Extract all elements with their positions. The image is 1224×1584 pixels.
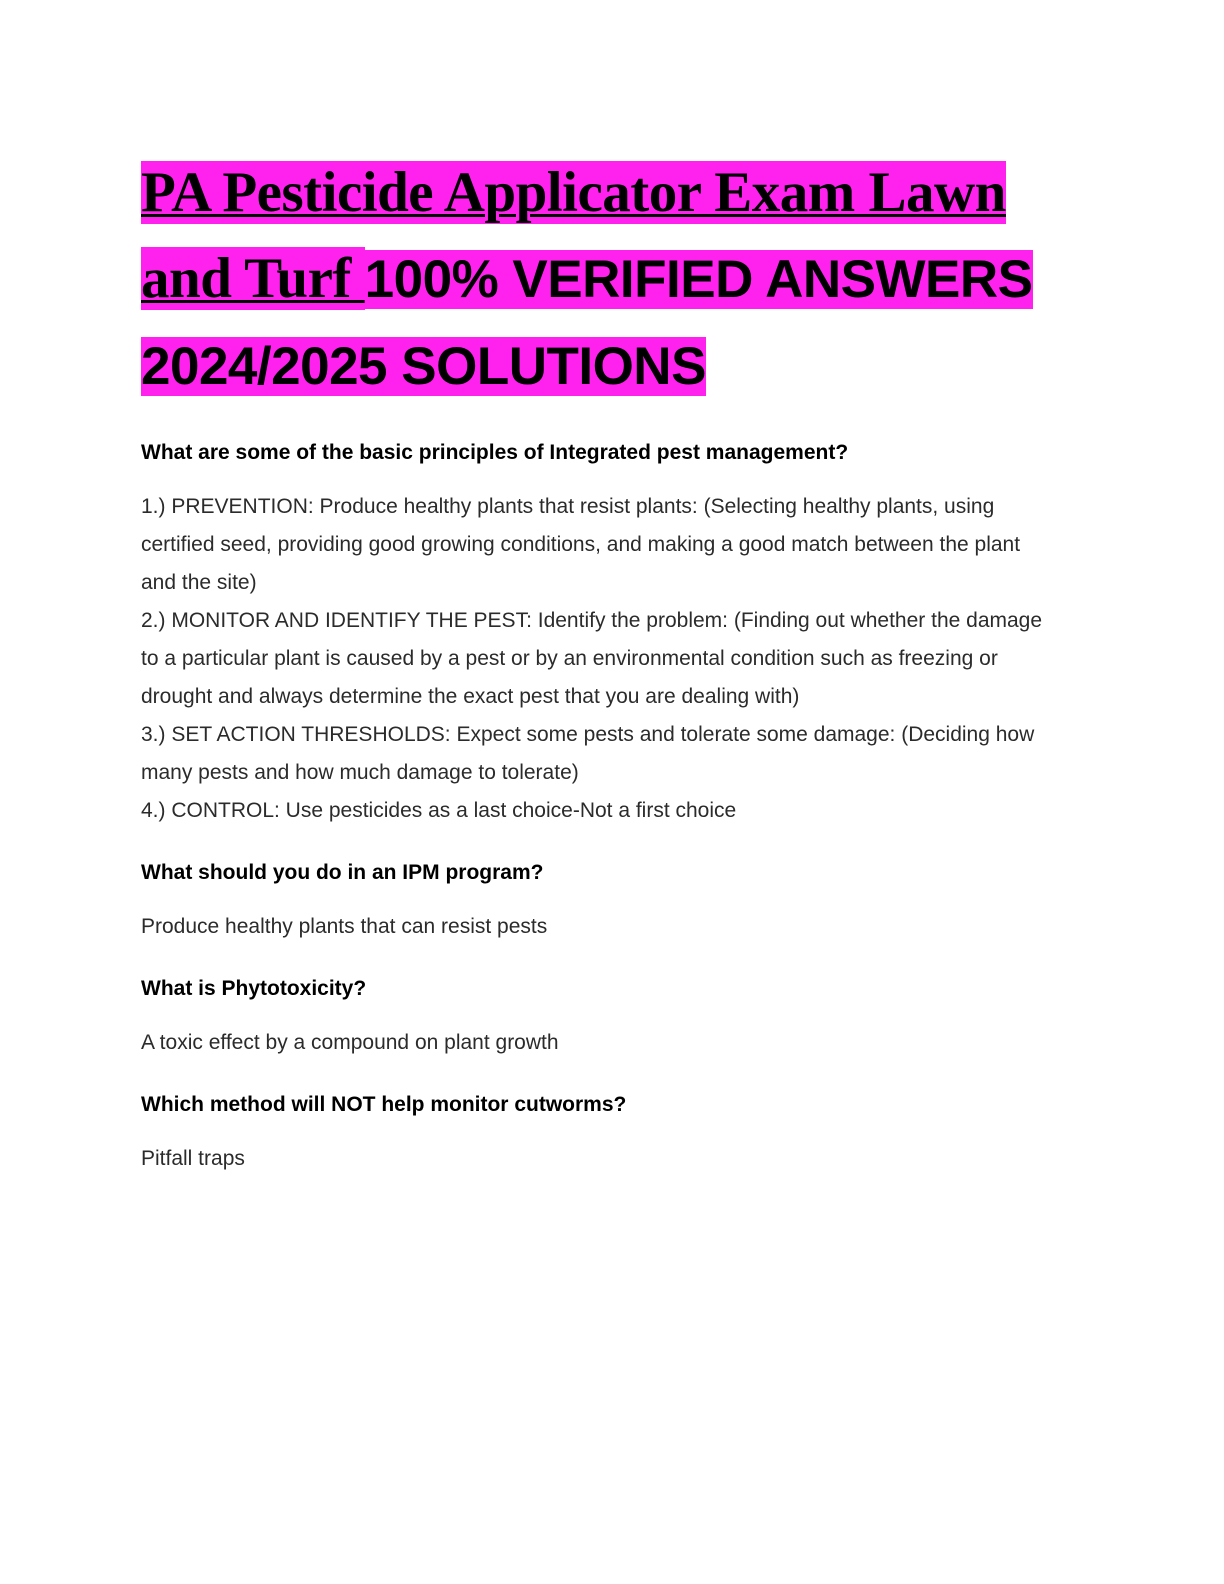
answer-text: [141, 1024, 1051, 1062]
qa-item: [141, 438, 1051, 830]
answer-text: [141, 1140, 1051, 1178]
question-text: What should you do in an IPM program?: [141, 861, 544, 884]
qa-item: [141, 1090, 1051, 1178]
page-title: [141, 150, 1051, 410]
answer-line: 2.) MONITOR AND IDENTIFY THE PEST: Identify the problem: (Finding out whether the damage to a particular plant is caused by a pest or by an environmental condition such as freezing or drought and always determine the exact pest that you are dealing with): [141, 609, 1043, 708]
answer-line: 4.) CONTROL: Use pesticides as a last choice-Not a first choice: [141, 799, 737, 822]
answer-line: Pitfall traps: [141, 1147, 245, 1170]
answer-line: 1.) PREVENTION: Produce healthy plants that resist plants: (Selecting healthy plants, using certified seed, providing good growing conditions, and making a good match between the plant and the site): [141, 495, 1021, 594]
page-title-line-1: PA Pesticide Applicator Exam Lawn and Turf: [141, 161, 1006, 310]
answer-text: [141, 908, 1051, 946]
answer-line: 3.) SET ACTION THRESHOLDS: Expect some pests and tolerate some damage: (Deciding how many pests and how much damage to tolerate): [141, 723, 1035, 784]
answer-text: [141, 488, 1051, 830]
qa-item: [141, 974, 1051, 1062]
document-content: [141, 150, 1051, 1178]
qa-item: [141, 858, 1051, 946]
question-text: Which method will NOT help monitor cutworms?: [141, 1093, 627, 1116]
answer-line: Produce healthy plants that can resist pests: [141, 915, 548, 938]
question-text: What is Phytotoxicity?: [141, 977, 367, 1000]
page-title-line-2: 100% VERIFIED ANSWERS 2024/2025 SOLUTIONS: [141, 250, 1033, 396]
answer-line: A toxic effect by a compound on plant growth: [141, 1031, 559, 1054]
question-text: What are some of the basic principles of Integrated pest management?: [141, 441, 849, 464]
